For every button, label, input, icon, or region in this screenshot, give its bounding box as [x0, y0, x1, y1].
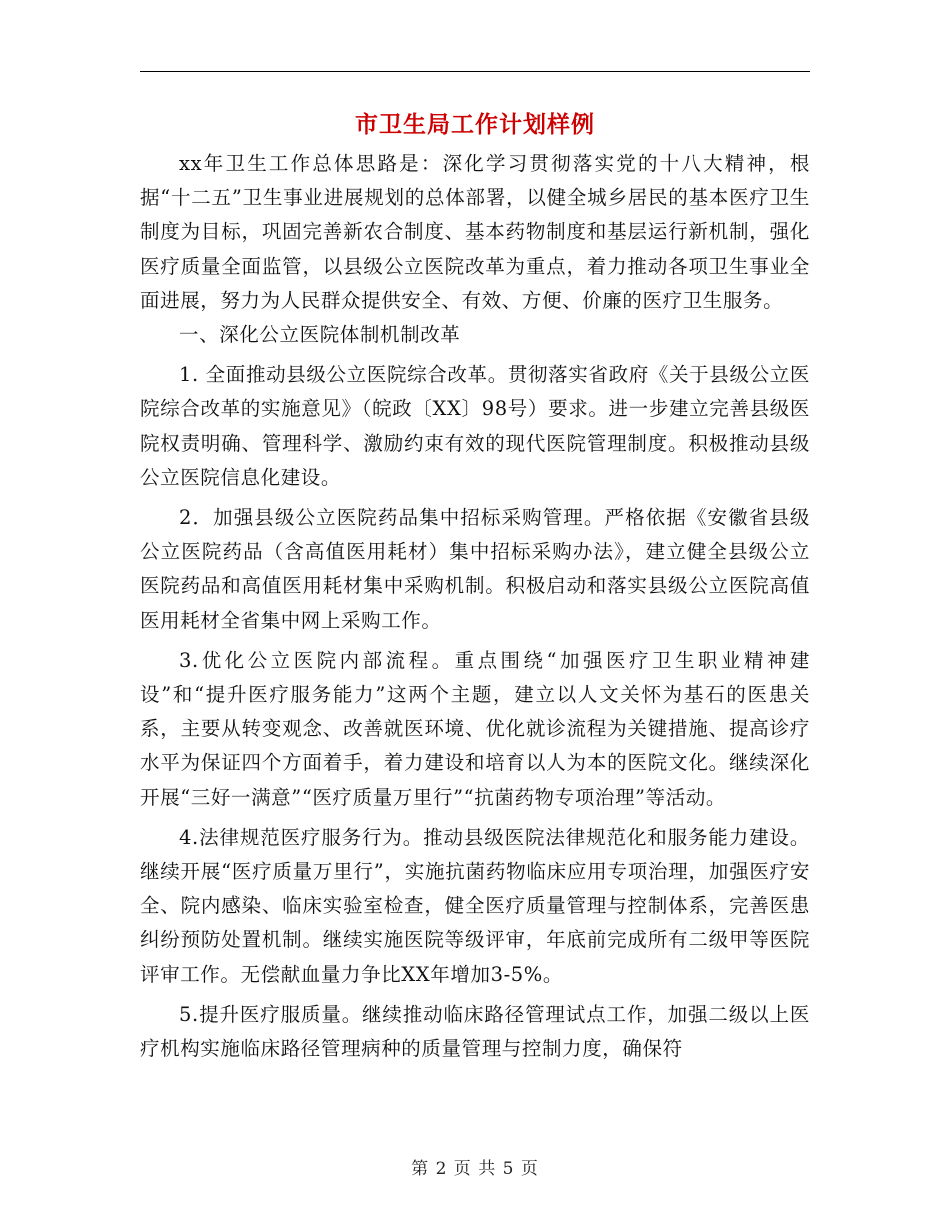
- paragraph-item-4: 4.法律规范医疗服务行为。推动县级医院法律规范化和服务能力建设。继续开展“医疗质量万里行”，实施抗菌药物临床应用专项治理，加强医疗安全、院内感染、临床实验室检查，健全医疗质量管理与控制体系，完善医患纠纷预防处置机制。继续实施医院等级评审，年底前完成所有二级甲等医院评审工作。无偿献血量力争比XX年增加3-5%。: [140, 825, 810, 986]
- section-heading-1: 一、深化公立医院体制机制改革: [179, 323, 461, 347]
- paragraph-item-2: 2．加强县级公立医院药品集中招标采购管理。严格依据《安徽省县级公立医院药品（含高值医用耗材）集中招标采购办法》，建立健全县级公立医院药品和高值医用耗材集中采购机制。积极启动和落实县级公立医院高值医用耗材全省集中网上采购工作。: [140, 506, 810, 632]
- paragraph-intro: xx年卫生工作总体思路是：深化学习贯彻落实党的十八大精神，根据“十二五”卫生事业进展规划的总体部署，以健全城乡居民的基本医疗卫生制度为目标，巩固完善新农合制度、基本药物制度和基层运行新机制，强化医疗质量全面监管，以县级公立医院改革为重点，着力推动各项卫生事业全面进展，努力为人民群众提供安全、有效、方便、价廉的医疗卫生服务。: [140, 152, 810, 312]
- page-number-footer: [0, 1154, 950, 1179]
- document-body: [140, 147, 810, 1066]
- paragraph-item-5: 5.提升医疗服质量。继续推动临床路径管理试点工作，加强二级以上医疗机构实施临床路径管理病种的质量管理与控制力度，确保符: [140, 1002, 810, 1061]
- header-rule: [140, 71, 810, 72]
- page-number-label: 第 2 页 共 5 页: [411, 1159, 539, 1179]
- paragraph-item-3: 3.优化公立医院内部流程。重点围绕“加强医疗卫生职业精神建设”和“提升医疗服务能力”这两个主题，建立以人文关怀为基石的医患关系，主要从转变观念、改善就医环境、优化就诊流程为关键措施、提高诊疗水平为保证四个方面着手，着力建设和培育以人为本的医院文化。继续深化开展“三好一满意”“医疗质量万里行”“抗菌药物专项治理”等活动。: [140, 648, 810, 809]
- document-title: 市卫生局工作计划样例: [355, 111, 595, 138]
- paragraph-item-1: 1. 全面推动县级公立医院综合改革。贯彻落实省政府《关于县级公立医院综合改革的实施意见》（皖政〔XX〕98号）要求。进一步建立完善县级医院权责明确、管理科学、激励约束有效的现代医院管理制度。积极推动县级公立医院信息化建设。: [140, 363, 810, 489]
